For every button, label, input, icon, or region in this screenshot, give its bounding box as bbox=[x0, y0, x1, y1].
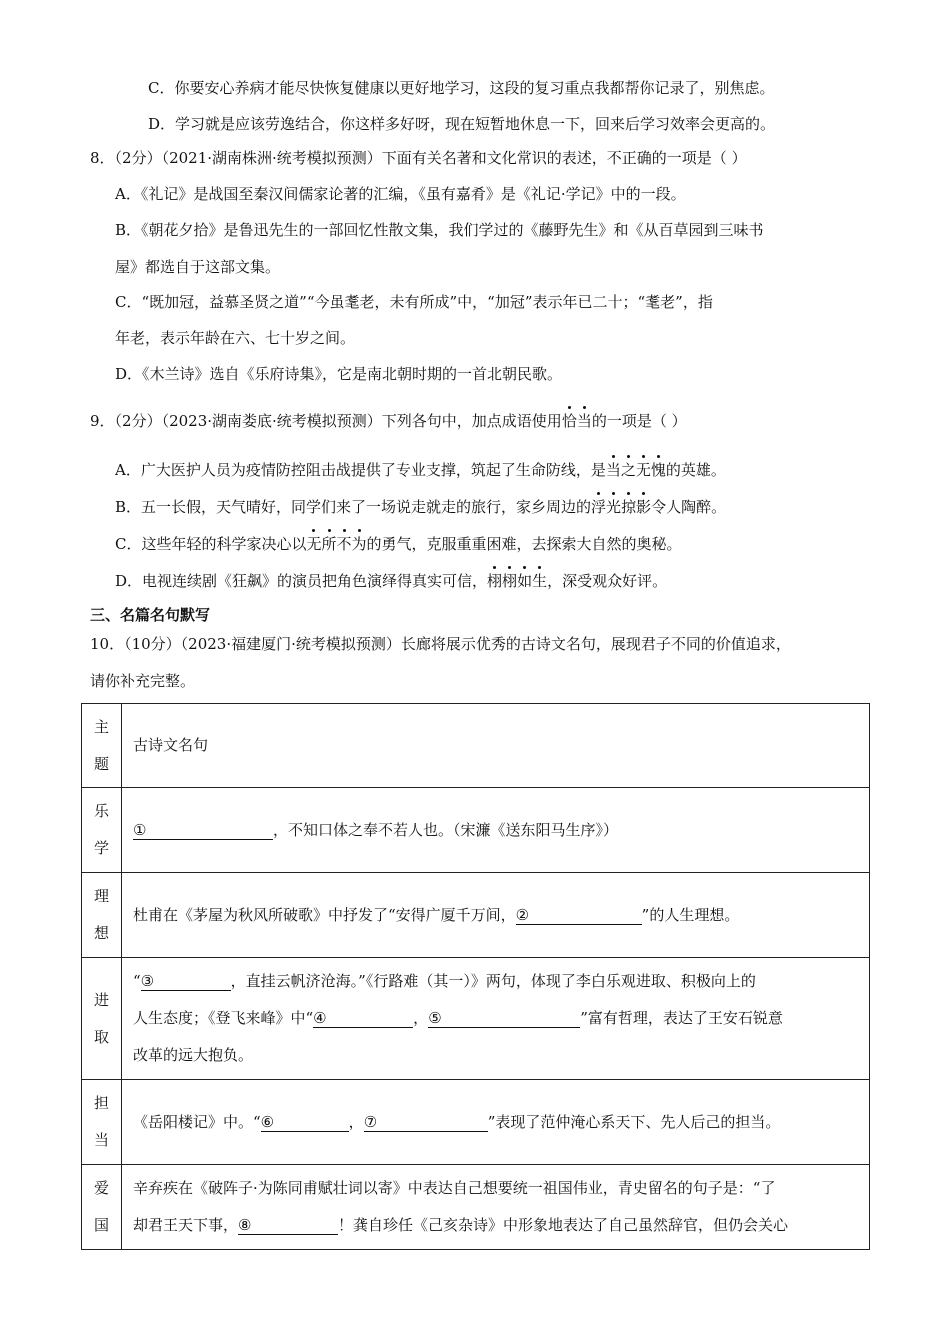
answer-blank-8[interactable]: ⑧ bbox=[238, 1216, 338, 1235]
content-cell: 杜甫在《茅屋为秋风所破歌》中抒发了“安得广厦千万间，② ”的人生理想。 bbox=[122, 873, 870, 958]
answer-blank-3[interactable]: ③ bbox=[141, 972, 231, 991]
emphasis-dot-char: 栩 bbox=[487, 572, 503, 590]
q8-stem: 8．（2分）（2021·湖南株洲·统考模拟预测）下面有关名著和文化常识的表述，不正确的一项是（ ） bbox=[90, 149, 747, 167]
q9-stem bbox=[90, 410, 687, 432]
table-row-study bbox=[82, 788, 870, 873]
q8-option-d: D．《木兰诗》选自《乐府诗集》，它是南北朝时期的一首北朝民歌。 bbox=[115, 365, 563, 383]
theme-cell: 担 当 bbox=[82, 1080, 122, 1165]
emphasis-dot-char: 栩 bbox=[502, 572, 518, 590]
q8-option-a: A．《礼记》是战国至秦汉间儒家论著的汇编，《虽有嘉肴》是《礼记·学记》中的一段。 bbox=[115, 185, 686, 203]
q9-option-b-post: 令人陶醉。 bbox=[651, 498, 727, 516]
emphasis-dot-char: 当 bbox=[576, 412, 592, 430]
emphasis-dot-char: 掠 bbox=[621, 498, 637, 516]
theme-cell: 进 取 bbox=[82, 958, 122, 1080]
emphasis-dot-char: 恰 bbox=[561, 412, 577, 430]
emphasis-dot-char: 之 bbox=[620, 461, 636, 479]
q9-option-a bbox=[115, 459, 726, 481]
answer-blank-7[interactable]: ⑦ bbox=[364, 1113, 488, 1132]
answer-blank-6[interactable]: ⑥ bbox=[261, 1113, 349, 1132]
q9-option-c-pre: C．这些年轻的科学家决心以 bbox=[115, 535, 307, 553]
q7-option-c: C．你要安心养病才能尽快恢复健康以更好地学习，这段的复习重点我都帮你记录了，别焦虑。 bbox=[148, 79, 775, 97]
q9-option-d-post: ，深受观众好评。 bbox=[547, 572, 668, 590]
emphasis-dot-char: 无 bbox=[635, 461, 651, 479]
poem-fill-table bbox=[81, 703, 870, 1250]
q7-option-d: D．学习就是应该劳逸结合，你这样多好呀，现在短暂地休息一下，回来后学习效率会更高的。 bbox=[148, 115, 776, 133]
table-row-ideal bbox=[82, 873, 870, 958]
q9-stem-pre: 9．（2分）（2023·湖南娄底·统考模拟预测）下列各句中，加点成语使用 bbox=[90, 412, 562, 430]
q9-option-a-pre: A．广大医护人员为疫情防控阻击战提供了专业支撑，筑起了生命防线，是 bbox=[115, 461, 606, 479]
emphasis-dot-char: 愧 bbox=[650, 461, 666, 479]
emphasis-dot-char: 光 bbox=[606, 498, 622, 516]
content-header: 古诗文名句 bbox=[122, 704, 870, 788]
content-cell: “③ ，直挂云帆济沧海。”《行路难（其一）》两句，体现了李白乐观进取、积极向上的 人生态度；《登飞来峰》中“④ ，⑤ ”富有哲理，表达了王安石锐意 改革的远大抱负。 bbox=[122, 958, 870, 1080]
theme-cell: 乐 学 bbox=[82, 788, 122, 873]
q8-option-b-line1: B．《朝花夕拾》是鲁迅先生的一部回忆性散文集，我们学过的《藤野先生》和《从百草园到三味书 bbox=[115, 221, 764, 239]
table-row-progress bbox=[82, 958, 870, 1080]
q8-option-c-line2: 年老，表示年龄在六、七十岁之间。 bbox=[115, 329, 356, 347]
emphasis-dot-char: 为 bbox=[351, 535, 367, 553]
emphasis-dot-char: 所 bbox=[321, 535, 337, 553]
q9-option-c-post: 的勇气，克服重重困难，去探索大自然的奥秘。 bbox=[366, 535, 682, 553]
q10-stem-line2: 请你补充完整。 bbox=[90, 672, 196, 690]
table-header-row bbox=[82, 704, 870, 788]
answer-blank-1[interactable]: ① bbox=[133, 821, 273, 840]
q8-option-c-line1: C．“既加冠，益慕圣贤之道”“今虽耄老，未有所成”中，“加冠”表示年已二十；“耄老”，指 bbox=[115, 293, 713, 311]
q9-option-b-pre: B．五一长假，天气晴好，同学们来了一场说走就走的旅行，家乡周边的 bbox=[115, 498, 592, 516]
theme-cell: 理 想 bbox=[82, 873, 122, 958]
emphasis-dot-char: 当 bbox=[605, 461, 621, 479]
q9-option-a-post: 的英雄。 bbox=[665, 461, 726, 479]
emphasis-dot-char: 浮 bbox=[591, 498, 607, 516]
answer-blank-5[interactable]: ⑤ bbox=[428, 1009, 580, 1028]
q9-option-d-pre: D．电视连续剧《狂飙》的演员把角色演绎得真实可信， bbox=[115, 572, 488, 590]
emphasis-dot-char: 生 bbox=[532, 572, 548, 590]
emphasis-dot-char: 影 bbox=[636, 498, 652, 516]
emphasis-dot-char: 不 bbox=[336, 535, 352, 553]
section-title: 三、名篇名句默写 bbox=[90, 606, 211, 624]
q10-stem-line1: 10．（10分）（2023·福建厦门·统考模拟预测）长廊将展示优秀的古诗文名句，展现君子不同的价值追求， bbox=[90, 635, 791, 653]
table-row-responsibility bbox=[82, 1080, 870, 1165]
q9-stem-post: 的一项是（ ） bbox=[591, 412, 687, 430]
q8-option-b-line2: 屋》都选自于这部文集。 bbox=[115, 258, 281, 276]
theme-header: 主 题 bbox=[82, 704, 122, 788]
table-row-patriotism bbox=[82, 1165, 870, 1250]
emphasis-dot-char: 如 bbox=[517, 572, 533, 590]
emphasis-dot-char: 无 bbox=[306, 535, 322, 553]
content-cell: 辛弃疾在《破阵子·为陈同甫赋壮词以寄》中表达自己想要统一祖国伟业，青史留名的句子是：“了 却君王天下事，⑧ ！龚自珍任《己亥杂诗》中形象地表达了自己虽然辞官，但仍会关心 bbox=[122, 1165, 870, 1250]
answer-blank-2[interactable]: ② bbox=[516, 906, 642, 925]
answer-blank-4[interactable]: ④ bbox=[313, 1009, 413, 1028]
q9-option-b bbox=[115, 496, 726, 518]
theme-cell: 爱 国 bbox=[82, 1165, 122, 1250]
content-cell: ① ，不知口体之奉不若人也。（宋濂《送东阳马生序》） bbox=[122, 788, 870, 873]
q9-option-c bbox=[115, 533, 682, 555]
q9-option-d bbox=[115, 570, 667, 592]
content-cell: 《岳阳楼记》中。“⑥ ，⑦ ”表现了范仲淹心系天下、先人后己的担当。 bbox=[122, 1080, 870, 1165]
